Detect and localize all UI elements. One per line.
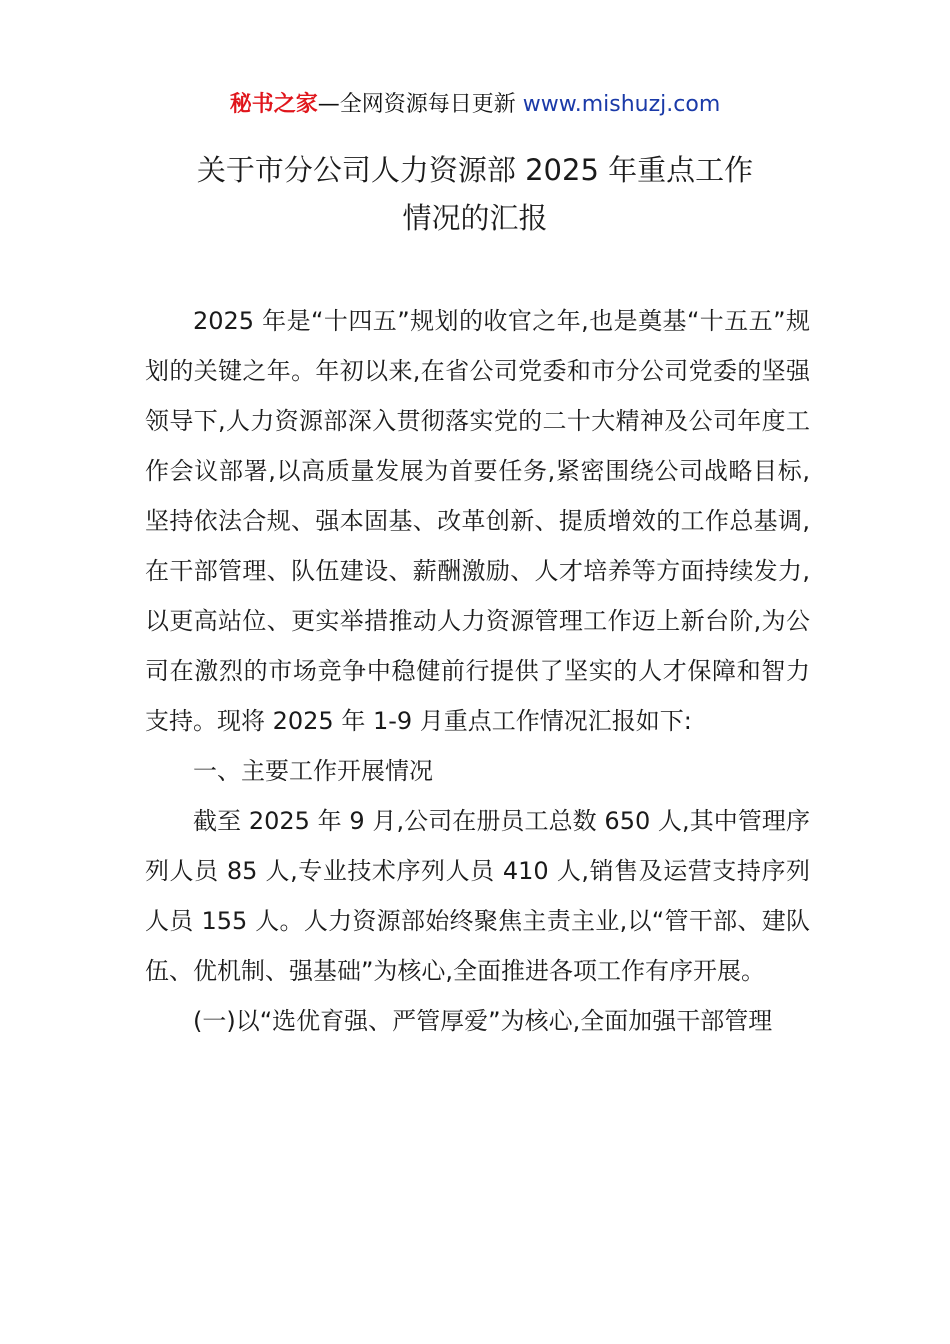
document-body xyxy=(145,296,810,1046)
intro-paragraph: 2025 年是“十四五”规划的收官之年,也是奠基“十五五”规划的关键之年。年初以来,在省公司党委和市分公司党委的坚强领导下,人力资源部深入贯彻落实党的二十大精神及公司年度工作会议部署,以高质量发展为首要任务,紧密围绕公司战略目标,坚持依法合规、强本固基、改革创新、提质增效的工作总基调,在干部管理、队伍建设、薪酬激励、人才培养等方面持续发力,以更高站位、更实举措推动人力资源管理工作迈上新台阶,为公司在激烈的市场竞争中稳健前行提供了坚实的人才保障和智力支持。现将 2025 年 1-9 月重点工作情况汇报如下: xyxy=(145,307,810,735)
subsection-heading-1: (一)以“选优育强、严管厚爱”为核心,全面加强干部管理 xyxy=(193,1007,773,1035)
section-heading-1: 一、主要工作开展情况 xyxy=(193,757,433,785)
title-line-1: 关于市分公司人力资源部 2025 年重点工作 xyxy=(196,153,754,187)
site-url[interactable]: www.mishuzj.com xyxy=(522,92,721,117)
site-brand: 秘书之家 xyxy=(229,92,318,117)
document-title xyxy=(0,146,950,242)
staff-summary-paragraph: 截至 2025 年 9 月,公司在册员工总数 650 人,其中管理序列人员 85 人,专业技术序列人员 410 人,销售及运营支持序列人员 155 人。人力资源部始终聚焦主责主业,以“管干部、建队伍、优机制、强基础”为核心,全面推进各项工作有序开展。 xyxy=(145,807,810,985)
site-header xyxy=(0,88,950,122)
site-tagline: —全网资源每日更新 xyxy=(317,92,523,117)
title-line-2: 情况的汇报 xyxy=(402,201,548,235)
